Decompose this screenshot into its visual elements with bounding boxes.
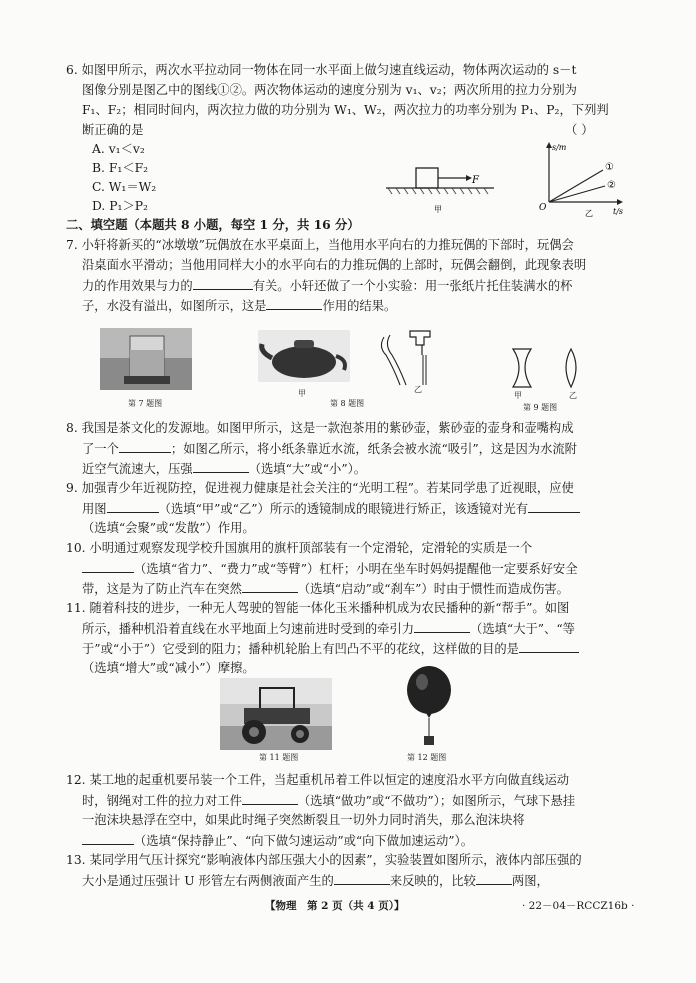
- q6-figure-yi: [535, 140, 630, 220]
- q13-blank-1[interactable]: [334, 870, 390, 885]
- q10-line-1: 10. 小明通过观察发现学校升国旗用的旗杆顶部装有一个定滑轮，定滑轮的实质是一个: [66, 541, 533, 555]
- q8-blank-2[interactable]: [193, 458, 249, 473]
- force-label: F: [472, 175, 479, 186]
- q9-figure-lenses: [505, 345, 595, 391]
- concave-lens: [513, 349, 531, 387]
- q7-blank-2[interactable]: [266, 295, 322, 310]
- q7-line-4: 子，水没有溢出，如图所示，这是 作用的结果。: [82, 295, 396, 316]
- q9-line-3: （选填“会聚”或“发散”）作用。: [82, 521, 255, 535]
- q9-line-1: 9. 加强青少年近视防控，促进视力健康是社会关注的“光明工程”。若某同学患了近视眼，应使: [66, 481, 574, 495]
- q7-line-3: 力的作用效果与力的 有关。小轩还做了一个小实验：用一张纸片托住装满水的杯: [82, 275, 572, 296]
- convex-lens: [566, 349, 576, 387]
- q10-blank-2[interactable]: [242, 578, 298, 593]
- q11-blank-1[interactable]: [414, 618, 470, 633]
- q11-line-3: 于”或“小于”）它受到的阻力；播种机轮胎上有凹凸不平的花纹，这样做的目的是: [82, 638, 579, 659]
- q11-line-4: （选填“增大”或“减小”）摩擦。: [82, 661, 255, 675]
- q8-photo-teapot: [258, 330, 350, 382]
- q12-figure-balloon: [402, 664, 456, 748]
- q11-photo-seeder: [220, 678, 332, 750]
- q11-line-2: 所示，播种机沿着直线在水平地面上匀速前进时受到的牵引力 （选填“大于”、“等: [82, 618, 575, 639]
- q7-line-1: 7. 小轩将新买的“冰墩墩”玩偶放在水平桌面上，当他用水平向右的力推玩偶的下部时，玩偶会: [66, 238, 574, 252]
- s-axis-label: s/m: [552, 143, 567, 152]
- q8-blank-1[interactable]: [119, 438, 171, 453]
- q9-line-2: 用图 （选填“甲”或“乙”）所示的透镜制成的眼镜进行矫正，该透镜对光有: [82, 498, 580, 519]
- footer-code: · 22－04－RCCZ16b ·: [522, 900, 635, 912]
- q7-line-2: 沿桌面水平滑动；当他用同样大小的水平向右的力推玩偶的上部时，玩偶会翻倒，此现象表明: [82, 258, 587, 272]
- fig-yi-label: 乙: [585, 209, 593, 218]
- q8-jia-label: 甲: [298, 389, 306, 398]
- section-2-title: 二、填空题（本题共 8 小题，每空 1 分，共 16 分）: [66, 217, 360, 232]
- q11-blank-2[interactable]: [519, 638, 579, 653]
- q6-option-b: B. F₁＜F₂: [92, 161, 149, 175]
- q8-line-2: 了一个 ；如图乙所示，将小纸条靠近水流，纸条会被水流“吸引”，这是因为水流附: [82, 438, 577, 459]
- q12-line-2: 时，钢绳对工件的拉力对工件 （选填“做功”或“不做功”）；如图所示，气球下悬挂: [82, 790, 575, 811]
- q6-line-3: F₁、F₂；相同时间内，两次拉力做的功分别为 W₁、W₂，两次拉力的功率分别为 P₁、P₂，下列判: [82, 103, 609, 117]
- balloon-shape: [407, 666, 451, 714]
- q6-figure-jia: [382, 150, 502, 216]
- q11-caption: 第 11 题图: [259, 753, 299, 762]
- q9-yi-label: 乙: [569, 391, 577, 400]
- fig-jia-label: 甲: [434, 205, 442, 214]
- line-2: [549, 186, 605, 202]
- q12-line-1: 12. 某工地的起重机要吊装一个工件，当起重机吊着工件以恒定的速度沿水平方向做直线运动: [66, 773, 570, 787]
- q6-option-c: C. W₁＝W₂: [92, 180, 157, 194]
- q8-line-3: 近空气流速大，压强 （选填“大”或“小”）。: [82, 458, 366, 479]
- footer-page-info: 【物理 第 2 页（共 4 页）】: [265, 900, 405, 912]
- t-axis-label: t/s: [613, 207, 624, 216]
- foam-block: [424, 736, 434, 745]
- q12-blank-1[interactable]: [242, 790, 298, 805]
- q10-line-3: 带，这是为了防止汽车在突然 （选填“启动”或“刹车”）时由于惯性而造成伤害。: [82, 578, 569, 599]
- q9-blank-1[interactable]: [107, 498, 159, 513]
- line-2-label: ②: [607, 180, 616, 191]
- q10-line-2: （选填“省力”、“费力”或“等臂”）杠杆；小明在坐车时妈妈提醒他一定要系好安全: [82, 558, 578, 579]
- q13-line-2: 大小是通过压强计 U 形管左右两侧液面产生的 来反映的，比较 两图，: [82, 870, 549, 891]
- q8-line-1: 8. 我国是茶文化的发源地。如图甲所示，这是一款泡茶用的紫砂壶，紫砂壶的壶身和壶嘴构成: [66, 421, 574, 435]
- block-shape: [416, 168, 438, 188]
- q6-option-d: D. P₁＞P₂: [92, 199, 148, 213]
- line-1-label: ①: [605, 162, 614, 173]
- q6-line-4: 断正确的是: [82, 123, 144, 137]
- q9-blank-2[interactable]: [528, 498, 580, 513]
- q7-photo-cup: [100, 328, 192, 390]
- q7-blank-1[interactable]: [193, 275, 253, 290]
- q13-line-1: 13. 某同学用气压计探究“影响液体内部压强大小的因素”，实验装置如图所示，液体内部压强的: [66, 853, 582, 867]
- origin-label: O: [539, 203, 547, 213]
- q12-line-3: 一泡沫块悬浮在空中，如果此时绳子突然断裂且一切外力同时消失，那么泡沫块将: [82, 813, 525, 827]
- q9-caption: 第 9 题图: [523, 403, 558, 412]
- q8-figure-faucet: [370, 325, 450, 387]
- q6-option-a: A. v₁＜v₂: [92, 142, 145, 156]
- q13-blank-2[interactable]: [476, 870, 512, 885]
- q8-yi-label: 乙: [414, 385, 422, 394]
- q9-jia-label: 甲: [514, 391, 522, 400]
- q12-caption: 第 12 题图: [407, 753, 447, 762]
- q10-blank-1[interactable]: [82, 558, 134, 573]
- line-1: [549, 170, 603, 202]
- q6-line-2: 图像分别是图乙中的图线①②。两次物体运动的速度分别为 v₁、v₂；两次所用的拉力分别为: [82, 83, 577, 97]
- q7-caption: 第 7 题图: [128, 399, 163, 408]
- q8-caption: 第 8 题图: [330, 399, 365, 408]
- q12-line-4: （选填“保持静止”、“向下做匀速运动”或“向下做加速运动”）。: [82, 830, 473, 851]
- q11-line-1: 11. 随着科技的进步，一种无人驾驶的智能一体化玉米播种机成为农民播种的新“帮手”。如图: [66, 601, 570, 615]
- q6-answer-paren: （ ）: [565, 123, 594, 137]
- q6-line-1: 6. 如图甲所示，两次水平拉动同一物体在同一水平面上做匀速直线运动，物体两次运动的 s－t: [66, 63, 577, 77]
- q12-blank-2[interactable]: [82, 830, 134, 845]
